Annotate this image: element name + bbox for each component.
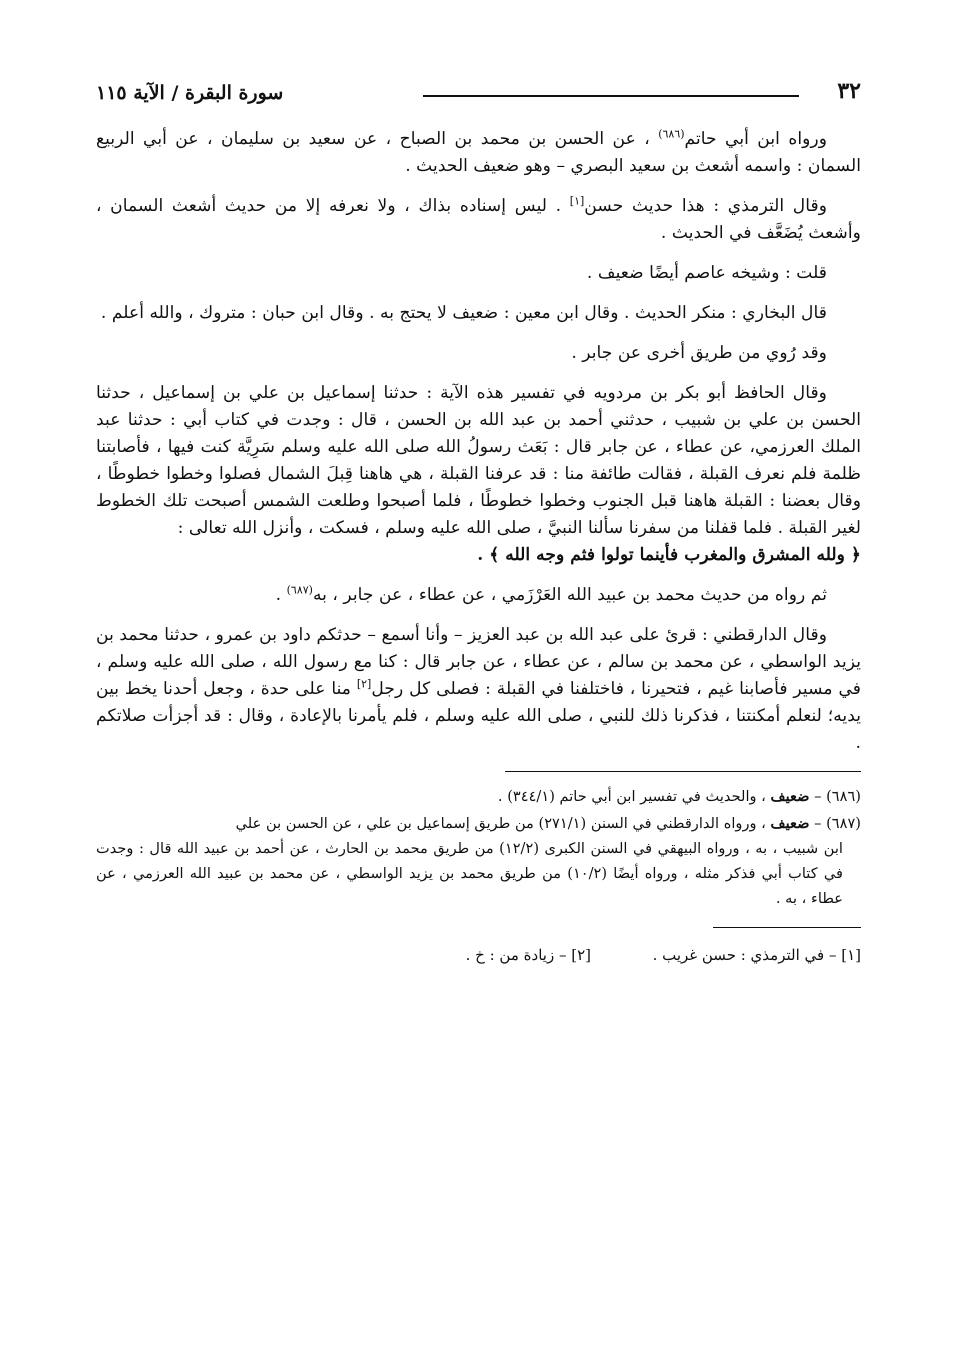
- footnotes: [96, 784, 861, 911]
- footnote-ref-687[interactable]: (٦٨٧): [286, 583, 313, 597]
- footnote-686: (٦٨٦) – ضعيف ، والحديث في تفسير ابن أبي حاتم (٣٤٤/١) .: [497, 788, 861, 805]
- header-rule: [423, 95, 799, 97]
- paragraph-8: وقال الدارقطني : قرئ على عبد الله بن عبد العزيز – وأنا أسمع – حدثكم داود بن عمرو ، حدثنا محمد بن يزيد الواسطي ، عن محمد بن سالم ، عن عطاء ، عن جابر قال : كنا مع رسول الله ، صلى الله عليه وسلم ، في مسير فأصابنا غيم ، فتحيرنا ، فاختلفنا في القبلة : فصلى كل رجل[٢] منا على حدة ، وجعل أحدنا يخط بين يديه؛ لنعلم أمكنتنا ، فذكرنا ذلك للنبي ، صلى الله عليه وسلم ، فلم يأمرنا بالإعادة ، وقال : قد أجزأت صلاتكم .: [96, 625, 862, 753]
- paragraph-4: قال البخاري : منكر الحديث . وقال ابن معين : ضعيف لا يحتج به . وقال ابن حبان : متروك ، والله أعلم .: [100, 303, 827, 323]
- page-header: [96, 78, 861, 118]
- footnote-grade: ضعيف: [770, 788, 810, 805]
- footnote-687: (٦٨٧) – ضعيف ، ورواه الدارقطني في السنن (٢٧١/١) من طريق إسماعيل بن علي ، عن الحسن بن علي ابن شبيب ، به ، ورواه البيهقي في السنن الكبرى (١٢/٢) من طريق محمد بن الحارث ، عن أحمد بن عبيد الله قال : وجدت في كتاب أبي فذكر مثله ، ورواه أيضًا (١٠/٢) من طريق محمد بن يزيد الواسطي ، عن محمد بن عبيد الله العرزمي ، عن عطاء ، به .: [96, 815, 861, 907]
- paragraph-6: وقال الحافظ أبو بكر بن مردويه في تفسير هذه الآية : حدثنا إسماعيل بن علي بن إسماعيل ، حدثنا الحسن بن علي بن شبيب ، حدثني أحمد بن عبد الله بن الحسن ، قال : وجدت في كتاب أبي : حدثنا عبد الملك العرزمي، عن عطاء ، عن جابر قال : بَعَث رسولُ الله صلى الله عليه وسلم سَرِيَّة كنت فيها ، فأصابتنا ظلمة فلم نعرف القبلة ، فقالت طائفة منا : قد عرفنا القبلة ، هي هاهنا قِبلَ الشمال فصلوا وخطوا خطوطًا ، وقال بعضنا : القبلة هاهنا قبل الجنوب وخطوا خطوطًا ، فلما أصبحوا وطلعت الشمس أصبحت تلك الخطوط لغير القبلة . فلما قفلنا من سفرنا سألنا النبيَّ ، صلى الله عليه وسلم ، فسكت ، وأنزل الله تعالى :: [96, 383, 861, 538]
- paragraph-3: قلت : وشيخه عاصم أيضًا ضعيف .: [586, 263, 827, 283]
- footnote-ref-686[interactable]: (٦٨٦): [658, 127, 685, 141]
- apparatus-divider: [713, 927, 861, 928]
- footnote-grade: ضعيف: [770, 815, 810, 832]
- main-text: [96, 126, 861, 757]
- surah-title: سورة البقرة / الآية ١١٥: [96, 82, 284, 104]
- paragraph-7: ثم رواه من حديث محمد بن عبيد الله العَرْزَمي ، عن عطاء ، عن جابر ، به$^{(٦٨٧)}$ .: [275, 583, 827, 605]
- apparatus-note-2: [٢] – زيادة من : خ .: [465, 946, 591, 964]
- footnote-divider: [505, 771, 861, 772]
- paragraph-5: وقد رُوي من طريق أخرى عن جابر .: [571, 343, 827, 363]
- apparatus-ref-1[interactable]: [١]: [569, 194, 585, 208]
- apparatus-ref-2[interactable]: [٢]: [356, 677, 372, 691]
- paragraph-2: وقال الترمذي : هذا حديث حسن[١] . ليس إسناده بذاك ، ولا نعرفه إلا من حديث أشعث السمان ، وأشعث يُضَعَّف في الحديث .: [96, 194, 861, 243]
- apparatus-note-1: [١] – في الترمذي : حسن غريب .: [652, 946, 861, 964]
- page-number: ٣٢: [837, 78, 861, 104]
- critical-apparatus: [96, 942, 861, 968]
- paragraph-1: ورواه ابن أبي حاتم$^{(٦٨٦)}$ ، عن الحسن بن محمد بن الصباح ، عن سعيد بن سليمان ، عن أبي الربيع السمان : واسمه أشعث بن سعيد البصري – وهو ضعيف الحديث .: [96, 127, 861, 176]
- quran-verse: ﴿ ولله المشرق والمغرب فأينما تولوا فثم وجه الله ﴾ .: [477, 545, 861, 565]
